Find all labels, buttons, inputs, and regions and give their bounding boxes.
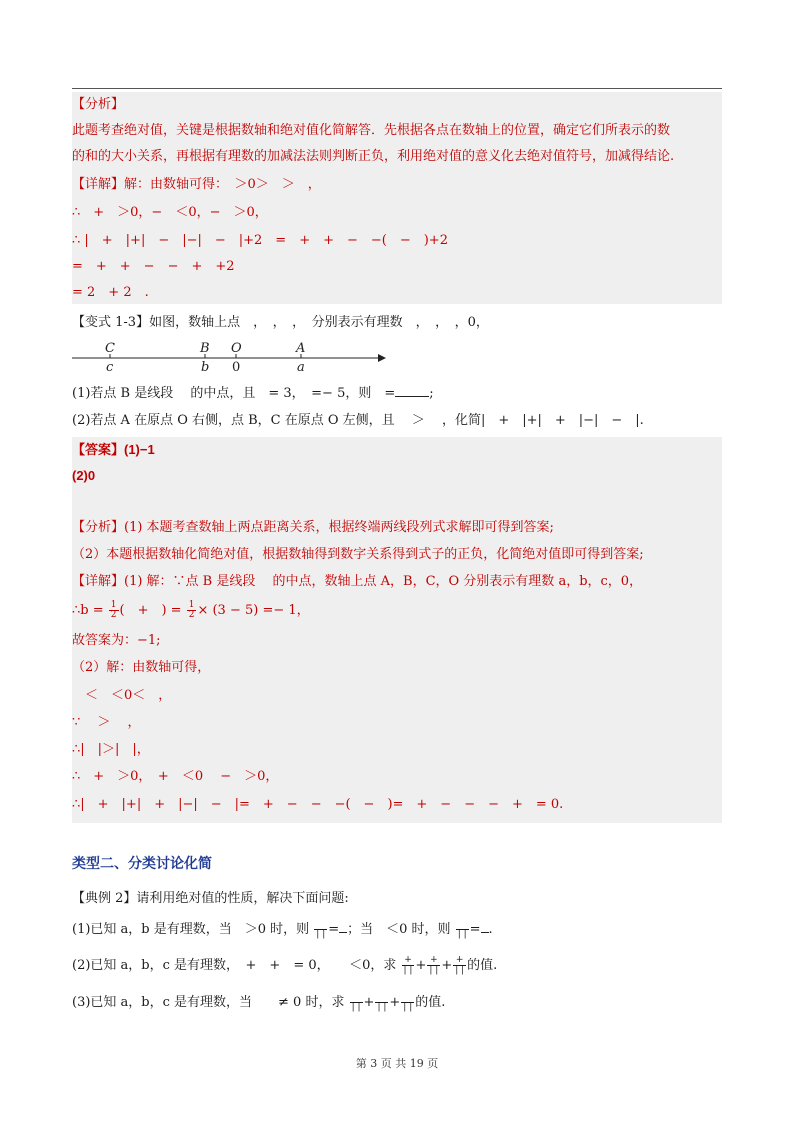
question-1 <box>72 384 434 403</box>
detail-line-3: ∴ | + |+| − |−| − |+2 = + + − −( − )+2 <box>72 233 448 248</box>
p3-frac-2: | | <box>375 993 388 1012</box>
problem-2: (2)已知 a，b，c 是有理数， + + = 0， ＜0，求 $\frac{+}{| |}$ + $\frac{+}{| |}$ + $\frac{+}{| |}$ 的值. <box>72 955 498 975</box>
number-line <box>72 338 392 376</box>
blank-1 <box>339 920 347 933</box>
answer-blank <box>395 384 429 397</box>
p2-frac-3: $\frac{+}{| |}$ <box>455 955 465 975</box>
problem-1-text-a: (1)已知 a，b 是有理数，当 ＞0 时，则 <box>72 922 310 937</box>
example-text: 请利用绝对值的性质，解决下面问题: <box>136 891 349 906</box>
fraction-half-2: $\frac{1}{2}$ <box>188 600 195 620</box>
problem-1-eq-2: = <box>469 922 481 937</box>
detail-line-1: 【详解】解：由数轴可得： ＞0＞ ＞ ， <box>72 177 321 192</box>
detail-2-post: × (3 − 5) =− 1， <box>197 603 310 618</box>
abs-fraction-2: | | <box>456 920 469 939</box>
question-2: (2)若点 A 在原点 O 右侧，点 B，C 在原点 O 左侧，且 ＞ ，化简| + |+| + |−| − |. <box>72 413 644 428</box>
detail-line-5: = 2 + 2 . <box>72 285 149 300</box>
point-c-lower: c <box>106 360 114 375</box>
page-footer: 第 3 页 共 19 页 <box>355 1057 439 1070</box>
variant-bracket: 【变式 1-3】 <box>72 315 150 330</box>
problem-1-text-c: ；当 ＜0 时，则 <box>347 922 451 937</box>
analysis-line-1: 此题考查绝对值，关键是根据数轴和绝对值化简解答．先根据各点在数轴上的位置，确定它们所表示的数 <box>72 123 671 138</box>
point-c-upper: C <box>105 341 115 356</box>
answer-detail-7: ∴| |＞| |， <box>72 742 150 757</box>
abs-fraction-1: | | <box>314 920 327 939</box>
blank-2 <box>481 920 489 933</box>
answer-analysis-1: 【分析】(1) 本题考查数轴上两点距离关系，根据终端两线段列式求解即可得到答案; <box>72 520 554 535</box>
answer-detail-9: ∴| + |+| + |−| − |= + − − −( − )= + − − − + = 0. <box>72 797 564 812</box>
problem-1-eq-1: = <box>328 922 340 937</box>
variant-text: 如图，数轴上点 ， ， ， 分别表示有理数 ， ， ，0， <box>149 315 489 330</box>
problem-1: (1)已知 a，b 是有理数，当 ＞0 时，则 | | = ；当 ＜0 时，则 | | = . <box>72 922 493 939</box>
question-1-end: ; <box>429 386 434 401</box>
fraction-half: $\frac{1}{2}$ <box>110 600 117 620</box>
answer-analysis-2: （2）本题根据数轴化简绝对值，根据数轴得到数字关系得到式子的正负，化简绝对值即可得到答案; <box>72 547 644 562</box>
question-1-text: (1)若点 B 是线段 的中点，且 = 3， =− 5，则 = <box>72 386 396 401</box>
variant-title <box>72 314 489 332</box>
answer-detail-1: 【详解】(1) 解：∵点 B 是线段 的中点，数轴上点 A，B，C，O 分别表示有理数 a，b，c，0， <box>72 574 643 589</box>
problem-2-end: 的值. <box>467 958 498 973</box>
answer-detail-3: 故答案为：−1; <box>72 633 161 648</box>
problem-3: (3)已知 a，b，c 是有理数，当 ≠ 0 时，求 | | + | | + | | 的值. <box>72 995 446 1012</box>
point-b-lower: b <box>201 360 210 375</box>
p2-frac-2: $\frac{+}{| |}$ <box>429 955 439 975</box>
point-a-upper: A <box>296 341 306 356</box>
detail-2-mid: ( + ) = <box>119 603 182 618</box>
answer-detail-5: ＜ ＜0＜ ， <box>72 688 172 703</box>
problem-3-end: 的值. <box>415 995 446 1010</box>
p2-frac-1: $\frac{+}{| |}$ <box>403 955 413 975</box>
problem-2-text: (2)已知 a，b，c 是有理数， + + = 0， ＜0，求 <box>72 958 397 973</box>
point-o-lower: 0 <box>232 360 241 375</box>
example-title <box>72 890 349 908</box>
answer-line-1: 【答案】(1)−1 <box>72 442 155 457</box>
detail-line-4: = + + − − + +2 <box>72 259 235 274</box>
solution-box-2 <box>72 437 722 823</box>
p3-frac-1: | | <box>350 993 363 1012</box>
answer-detail-2 <box>72 601 310 620</box>
problem-3-text: (3)已知 a，b，c 是有理数，当 ≠ 0 时，求 <box>72 995 345 1010</box>
detail-2-pre: ∴b = <box>72 603 104 618</box>
p3-frac-3: | | <box>401 993 414 1012</box>
answer-detail-6: ∵ ＞ ， <box>72 715 141 730</box>
analysis-heading: 【分析】 <box>72 97 125 112</box>
point-b-upper: B <box>200 341 210 356</box>
point-o-upper: O <box>231 341 242 356</box>
answer-line-2: (2)0 <box>72 468 96 483</box>
section-heading: 类型二、分类讨论化简 <box>72 856 212 872</box>
answer-detail-8: ∴ + ＞0， + ＜0 − ＞0， <box>72 769 279 784</box>
top-rule <box>72 88 722 89</box>
point-a-lower: a <box>297 360 305 375</box>
example-bracket: 【典例 2】 <box>72 891 137 906</box>
analysis-line-2: 的和的大小关系，再根据有理数的加减法法则判断正负，利用绝对值的意义化去绝对值符号，加减得结论. <box>72 149 675 164</box>
detail-line-2: ∴ + ＞0，− ＜0，− ＞0， <box>72 205 268 220</box>
answer-detail-4: （2）解：由数轴可得， <box>72 660 211 675</box>
